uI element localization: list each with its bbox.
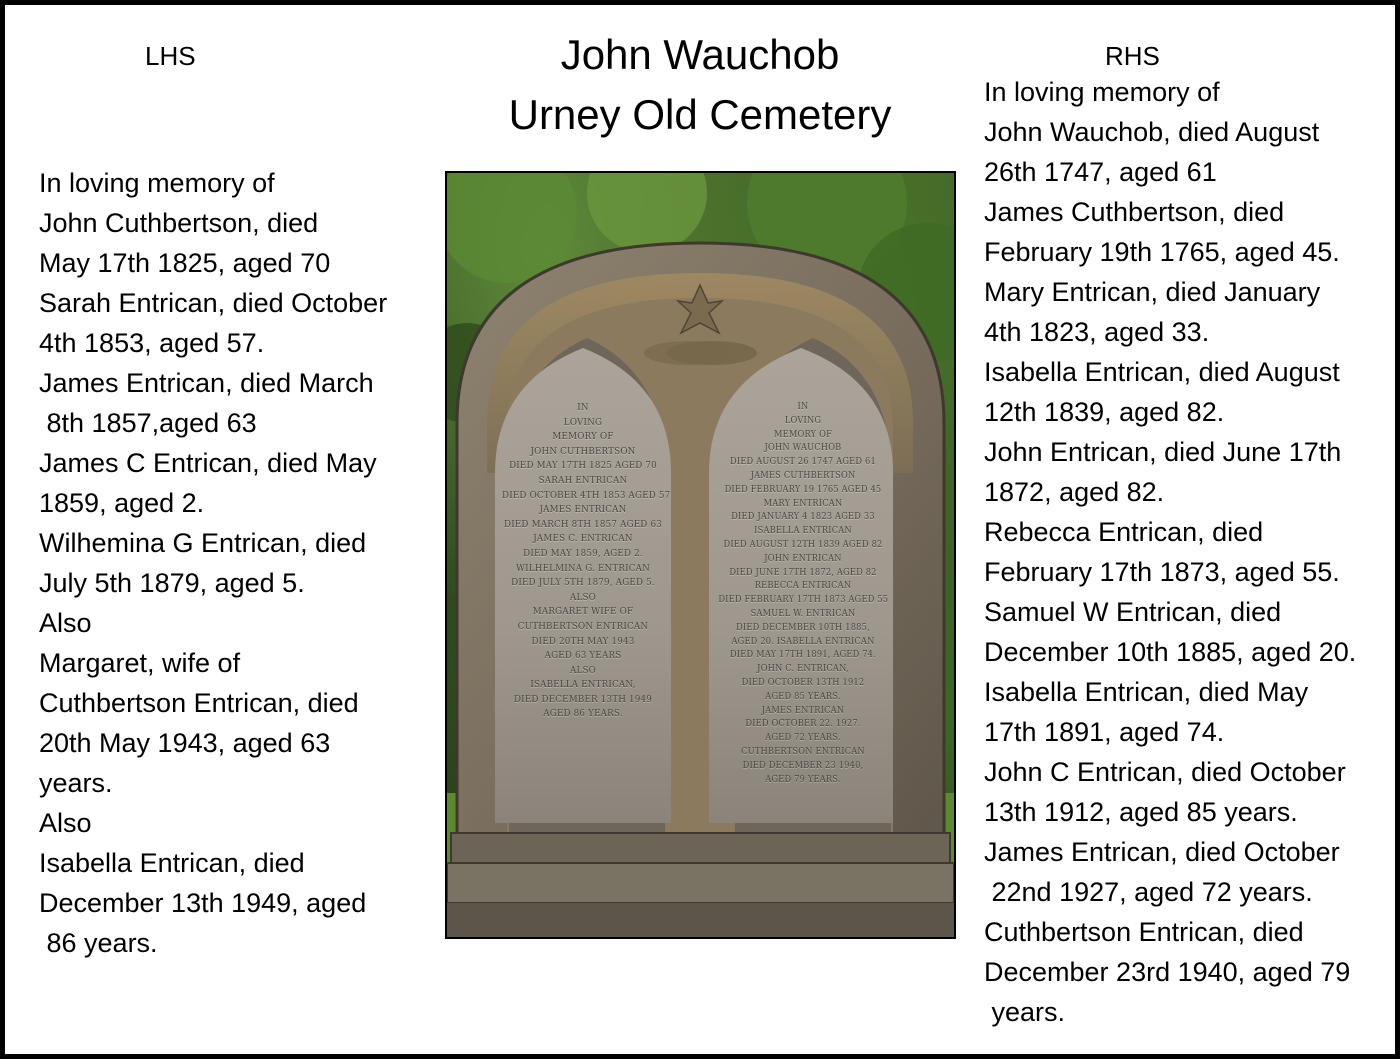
rhs-inscription-line: February 19th 1765, aged 45. bbox=[984, 237, 1340, 267]
stone-inscription-line: DIED DECEMBER 23 1940, bbox=[742, 760, 864, 771]
lhs-inscription-line: 8th 1857,aged 63 bbox=[39, 408, 257, 438]
rhs-inscription-line: Mary Entrican, died January bbox=[984, 277, 1321, 307]
stone-inscription-line: DIED MAY 17TH 1825 AGED 70 bbox=[509, 460, 657, 472]
rhs-inscription-line: Isabella Entrican, died August bbox=[984, 357, 1340, 387]
lhs-inscription-line: May 17th 1825, aged 70 bbox=[39, 248, 331, 278]
stone-inscription-line: JAMES ENTRICAN bbox=[761, 705, 845, 716]
rhs-inscription-line: 1872, aged 82. bbox=[984, 477, 1165, 507]
stone-inscription-line: AGED 72 YEARS. bbox=[765, 733, 841, 744]
gravestone-photo bbox=[445, 171, 956, 939]
stone-inscription-line: ISABELLA ENTRICAN bbox=[754, 526, 852, 537]
rhs-inscription-line: James Entrican, died October bbox=[984, 837, 1340, 867]
stone-inscription-line: JAMES CUTHBERTSON bbox=[750, 470, 856, 481]
rhs-inscription-line: 26th 1747, aged 61 bbox=[984, 157, 1217, 187]
lhs-inscription-line: In loving memory of bbox=[39, 168, 275, 198]
stone-inscription-line: DIED MARCH 8TH 1857 AGED 63 bbox=[504, 518, 662, 530]
stone-inscription-line: CUTHBERTSON ENTRICAN bbox=[517, 620, 649, 632]
rhs-inscription-line: 17th 1891, aged 74. bbox=[984, 717, 1225, 747]
stone-inscription-line: LOVING bbox=[784, 415, 822, 426]
stone-inscription-line: DIED JULY 5TH 1879, AGED 5. bbox=[511, 577, 655, 589]
lhs-inscription-line: December 13th 1949, aged bbox=[39, 888, 367, 918]
rhs-inscription-line: December 10th 1885, aged 20. bbox=[984, 637, 1357, 667]
stone-inscription-line: DIED JUNE 17TH 1872, AGED 82 bbox=[729, 567, 877, 578]
stone-inscription-line: MEMORY OF bbox=[773, 429, 833, 440]
stone-inscription-line: DIED OCTOBER 4TH 1853 AGED 57 bbox=[502, 489, 671, 501]
stone-inscription-line: JOHN C. ENTRICAN, bbox=[757, 664, 849, 675]
stone-inscription-line: AGED 85 YEARS. bbox=[765, 691, 841, 702]
lhs-inscription-line: James Entrican, died March bbox=[39, 368, 374, 398]
rhs-inscription-line: Samuel W Entrican, died bbox=[984, 597, 1282, 627]
stone-inscription-line: IN bbox=[797, 402, 809, 412]
stone-inscription-line: DIED 20TH MAY 1943 bbox=[531, 635, 635, 647]
stone-inscription-line: CUTHBERTSON ENTRICAN bbox=[741, 746, 865, 757]
title-name: John Wauchob bbox=[560, 31, 840, 78]
stone-inscription-line: DIED AUGUST 12TH 1839 AGED 82 bbox=[723, 539, 883, 550]
stone-inscription-line: ISABELLA ENTRICAN, bbox=[530, 679, 636, 691]
lhs-inscription-line: 1859, aged 2. bbox=[39, 488, 205, 518]
lhs-inscription-line: Margaret, wife of bbox=[39, 648, 241, 678]
stone-inscription-line: DIED OCTOBER 13TH 1912 bbox=[741, 677, 865, 688]
stone-inscription-line: AGED 20. ISABELLA ENTRICAN bbox=[731, 636, 875, 647]
rhs-inscription-line: James Cuthbertson, died bbox=[984, 197, 1285, 227]
stone-inscription-line: DIED MAY 1859, AGED 2. bbox=[523, 547, 643, 559]
rhs-inscription-line: February 17th 1873, aged 55. bbox=[984, 557, 1340, 587]
lhs-inscription-list bbox=[39, 163, 387, 963]
rhs-inscription-line: December 23rd 1940, aged 79 bbox=[984, 957, 1351, 987]
lhs-label: LHS bbox=[145, 41, 196, 71]
lhs-inscription-line: Also bbox=[39, 808, 92, 838]
lhs-inscription-line: John Cuthbertson, died bbox=[39, 208, 319, 238]
rhs-inscription-list bbox=[984, 72, 1356, 1032]
stone-inscription-line: DIED JANUARY 4 1823 AGED 33 bbox=[731, 512, 875, 523]
stone-inscription-line: DIED OCTOBER 22. 1927. bbox=[745, 719, 861, 730]
stone-inscription-line: ALSO bbox=[569, 591, 596, 603]
stone-inscription-line: AGED 86 YEARS. bbox=[543, 708, 623, 720]
stone-inscription-line: JOHN WAUCHOB bbox=[764, 443, 842, 454]
stone-inscription-line: MARGARET WIFE OF bbox=[532, 606, 634, 618]
rhs-inscription-line: years. bbox=[984, 997, 1066, 1027]
stone-inscription-line: DIED FEBRUARY 17TH 1873 AGED 55 bbox=[718, 595, 889, 606]
stone-inscription-line: AGED 63 YEARS bbox=[544, 650, 622, 662]
stone-inscription-line: AGED 79 YEARS. bbox=[765, 774, 841, 785]
lhs-inscription-line: Sarah Entrican, died October bbox=[39, 288, 388, 318]
stone-inscription-line: JOHN ENTRICAN bbox=[764, 553, 842, 564]
rhs-inscription-line: 13th 1912, aged 85 years. bbox=[984, 797, 1298, 827]
stone-inscription-line: DIED MAY 17TH 1891, AGED 74. bbox=[730, 650, 876, 661]
stone-inscription-line: ALSO bbox=[569, 664, 596, 676]
lhs-inscription-line: Also bbox=[39, 608, 92, 638]
title-cemetery: Urney Old Cemetery bbox=[508, 91, 892, 138]
stone-inscription-line: LOVING bbox=[563, 416, 603, 428]
lhs-inscription-line: Wilhemina G Entrican, died bbox=[39, 528, 367, 558]
stone-inscription-line: MEMORY OF bbox=[552, 431, 614, 443]
rhs-inscription-line: In loving memory of bbox=[984, 77, 1220, 107]
stone-inscription-line: DIED AUGUST 26 1747 AGED 61 bbox=[730, 457, 876, 468]
stone-inscription-line: SAMUEL W. ENTRICAN bbox=[750, 608, 856, 619]
rhs-inscription-line: Rebecca Entrican, died bbox=[984, 517, 1264, 547]
lhs-inscription-line: years. bbox=[39, 768, 113, 798]
stone-inscription-line: WILHELMINA G. ENTRICAN bbox=[515, 562, 651, 574]
lhs-inscription-line: 86 years. bbox=[39, 928, 158, 958]
rhs-label: RHS bbox=[1105, 41, 1160, 71]
lhs-inscription-line: 4th 1853, aged 57. bbox=[39, 328, 265, 358]
rhs-inscription-line: Cuthbertson Entrican, died bbox=[984, 917, 1304, 947]
stone-inscription-line: MARY ENTRICAN bbox=[763, 498, 843, 509]
lhs-inscription-line: James C Entrican, died May bbox=[39, 448, 377, 478]
stone-inscription-line: DIED FEBRUARY 19 1765 AGED 45 bbox=[724, 484, 882, 495]
rhs-inscription-line: 22nd 1927, aged 72 years. bbox=[984, 877, 1313, 907]
stone-left-panel-text bbox=[502, 401, 671, 722]
rhs-inscription-line: Isabella Entrican, died May bbox=[984, 677, 1309, 707]
stone-inscription-line: DIED DECEMBER 10TH 1885, bbox=[736, 622, 870, 633]
lhs-inscription-line: 20th May 1943, aged 63 bbox=[39, 728, 331, 758]
lhs-inscription-line: Cuthbertson Entrican, died bbox=[39, 688, 359, 718]
lhs-inscription-line: Isabella Entrican, died bbox=[39, 848, 305, 878]
rhs-inscription-line: John Wauchob, died August bbox=[984, 117, 1320, 147]
stone-inscription-line: JAMES C. ENTRICAN bbox=[533, 533, 633, 545]
stone-inscription-line: JAMES ENTRICAN bbox=[539, 504, 627, 516]
lhs-inscription-line: July 5th 1879, aged 5. bbox=[39, 568, 305, 598]
rhs-inscription-line: John C Entrican, died October bbox=[984, 757, 1346, 787]
stone-inscription-line: SARAH ENTRICAN bbox=[538, 474, 628, 486]
rhs-inscription-line: John Entrican, died June 17th bbox=[984, 437, 1342, 467]
stone-right-panel-text bbox=[718, 401, 887, 787]
stone-inscription-line: REBECCA ENTRICAN bbox=[754, 581, 852, 592]
stone-inscription-line: JOHN CUTHBERTSON bbox=[530, 445, 636, 457]
rhs-inscription-line: 4th 1823, aged 33. bbox=[984, 317, 1210, 347]
stone-inscription-line: IN bbox=[577, 402, 589, 413]
rhs-inscription-line: 12th 1839, aged 82. bbox=[984, 397, 1225, 427]
stone-inscription-line: DIED DECEMBER 13TH 1949 bbox=[513, 693, 653, 705]
